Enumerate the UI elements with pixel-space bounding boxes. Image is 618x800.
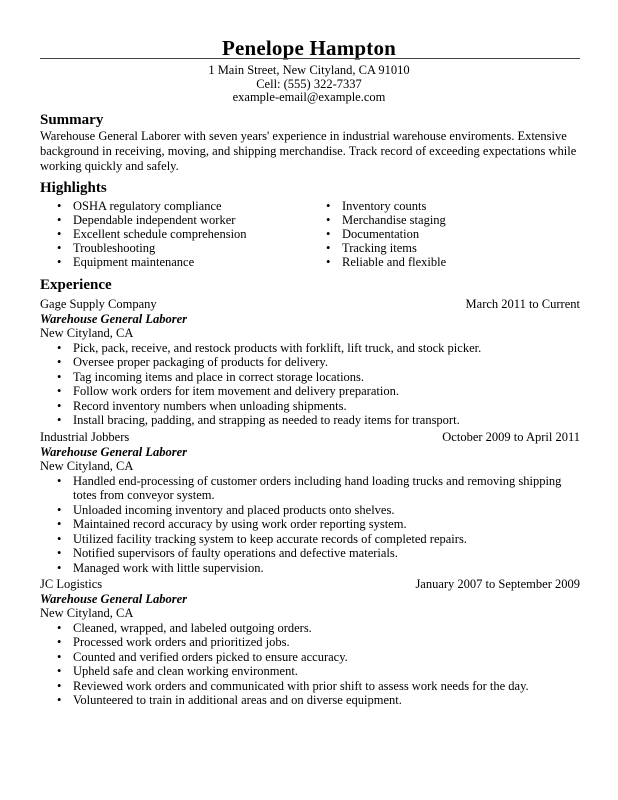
header-divider	[40, 58, 580, 59]
duty-item: • Utilized facility tracking system to keep accurate records of completed repairs.	[40, 532, 580, 547]
duty-item: • Record inventory numbers when unloading shipments.	[40, 399, 580, 414]
job-company: Industrial Jobbers	[40, 430, 130, 444]
highlight-item: • Merchandise staging	[309, 213, 446, 227]
duty-item: • Volunteered to train in additional areas and on diverse equipment.	[40, 693, 580, 708]
job-duties	[40, 341, 580, 428]
duty-item: • Unloaded incoming inventory and placed products onto shelves.	[40, 503, 580, 518]
job-header	[40, 297, 580, 312]
job-location: New Cityland, CA	[40, 606, 134, 620]
summary-heading: Summary	[40, 112, 104, 128]
summary-text: Warehouse General Laborer with seven years' experience in industrial warehouse enviroments. Extensive background in receiving, moving, and shipping merchandise. Track record of exceeding expectations while working quickly and safely.	[40, 129, 577, 173]
highlight-item: • OSHA regulatory compliance	[40, 199, 247, 213]
job-header	[40, 577, 580, 592]
contact-address: 1 Main Street, New Cityland, CA 91010	[208, 63, 410, 77]
duty-item: • Handled end-processing of customer orders including hand loading trucks and removing shipping totes from conveyor system.	[40, 474, 580, 503]
duty-item: • Upheld safe and clean working environment.	[40, 664, 580, 679]
job-title: Warehouse General Laborer	[40, 444, 187, 459]
duty-item: • Counted and verified orders picked to ensure accuracy.	[40, 650, 580, 665]
duty-item: • Pick, pack, receive, and restock products with forklift, lift truck, and stock picker.	[40, 341, 580, 356]
duty-item: • Follow work orders for item movement and delivery preparation.	[40, 384, 580, 399]
job-company: JC Logistics	[40, 577, 103, 591]
highlight-item: • Documentation	[309, 227, 446, 241]
contact-block	[0, 64, 618, 105]
highlights-heading: Highlights	[40, 180, 107, 196]
highlights-list-right	[309, 199, 446, 269]
job-duties	[40, 474, 580, 576]
duty-item: • Reviewed work orders and communicated with prior shift to assess work needs for the day.	[40, 679, 580, 694]
duty-item: • Notified supervisors of faulty operations and defective materials.	[40, 546, 580, 561]
duty-item: • Managed work with little supervision.	[40, 561, 580, 576]
highlight-item: • Excellent schedule comprehension	[40, 227, 247, 241]
job-company: Gage Supply Company	[40, 297, 157, 311]
job-dates: March 2011 to Current	[465, 297, 580, 311]
duty-item: • Processed work orders and prioritized jobs.	[40, 635, 580, 650]
highlight-item: • Equipment maintenance	[40, 255, 247, 269]
contact-email: example-email@example.com	[232, 90, 386, 104]
applicant-name: Penelope Hampton	[221, 36, 397, 60]
highlight-item: • Inventory counts	[309, 199, 446, 213]
job-entry	[40, 577, 580, 708]
job-header	[40, 430, 580, 445]
duty-item: • Maintained record accuracy by using work order reporting system.	[40, 517, 580, 532]
contact-phone: Cell: (555) 322-7337	[256, 76, 362, 91]
job-title: Warehouse General Laborer	[40, 591, 187, 606]
job-title: Warehouse General Laborer	[40, 311, 187, 326]
job-duties	[40, 621, 580, 708]
experience-heading: Experience	[40, 277, 112, 293]
highlights-list-left	[40, 199, 247, 269]
job-dates: October 2009 to April 2011	[442, 430, 580, 444]
highlight-item: • Troubleshooting	[40, 241, 247, 255]
job-dates: January 2007 to September 2009	[415, 577, 580, 591]
job-entry	[40, 430, 580, 575]
job-location: New Cityland, CA	[40, 326, 134, 340]
highlight-item: • Tracking items	[309, 241, 446, 255]
duty-item: • Tag incoming items and place in correct storage locations.	[40, 370, 580, 385]
job-location: New Cityland, CA	[40, 459, 134, 473]
job-entry	[40, 297, 580, 428]
duty-item: • Cleaned, wrapped, and labeled outgoing orders.	[40, 621, 580, 636]
highlight-item: • Reliable and flexible	[309, 255, 446, 269]
highlight-item: • Dependable independent worker	[40, 213, 247, 227]
duty-item: • Oversee proper packaging of products for delivery.	[40, 355, 580, 370]
duty-item: • Install bracing, padding, and strapping as needed to ready items for transport.	[40, 413, 580, 428]
